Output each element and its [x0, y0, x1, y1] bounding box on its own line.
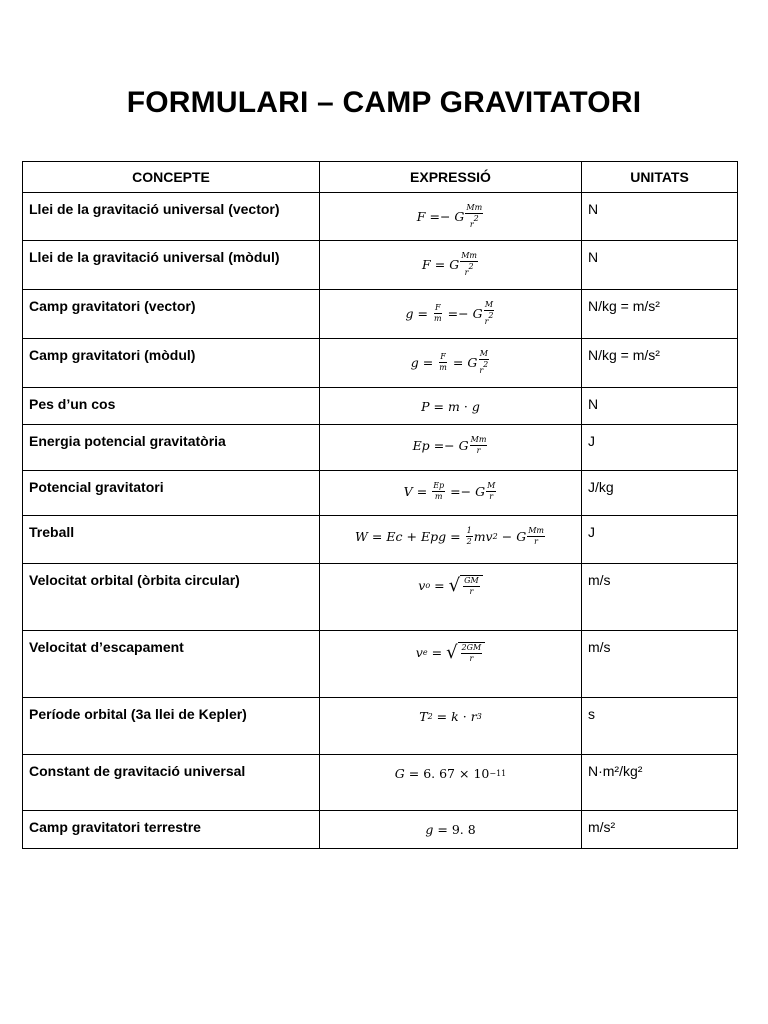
expression-cell	[320, 290, 582, 339]
concept-cell: Llei de la gravitació universal (vector)	[23, 193, 320, 241]
concept-cell: Pes d’un cos	[23, 388, 320, 425]
formula-earth-field: g = 9. 8	[425, 822, 476, 837]
formula-gravitation-module: F = G $\frac{Mm}{r2}$	[422, 251, 477, 277]
formula-potential-energy: Ep =− G $\frac{Mm}{r}$	[412, 435, 487, 455]
formula-field-module: g = $\frac{F}{m}$ = G $\frac{M}{r2}$	[410, 349, 489, 375]
concept-cell: Llei de la gravitació universal (mòdul)	[23, 241, 320, 290]
table-row	[23, 811, 738, 849]
unit-cell: m/s	[582, 631, 738, 698]
formula-constant-g: G = 6. 67 × 10 −11	[394, 766, 507, 781]
table-row	[23, 755, 738, 811]
concept-cell: Potencial gravitatori	[23, 471, 320, 516]
expression-cell	[320, 339, 582, 388]
header-concepte: CONCEPTE	[23, 162, 320, 193]
concept-cell: Camp gravitatori terrestre	[23, 811, 320, 849]
page-title: FORMULARI – CAMP GRAVITATORI	[126, 86, 642, 119]
unit-cell: m/s	[582, 564, 738, 631]
table-row	[23, 564, 738, 631]
table-row	[23, 698, 738, 755]
expression-cell	[320, 193, 582, 241]
unit-cell: J	[582, 516, 738, 564]
header-expressio: EXPRESSIÓ	[320, 162, 582, 193]
concept-cell: Camp gravitatori (mòdul)	[23, 339, 320, 388]
concept-cell: Camp gravitatori (vector)	[23, 290, 320, 339]
table-header-row	[23, 162, 738, 193]
header-unitats: UNITATS	[582, 162, 738, 193]
table-row	[23, 631, 738, 698]
unit-cell: N·m²/kg²	[582, 755, 738, 811]
formula-potential: V = $\frac{Ep}{m}$ =− G $\frac{M}{r}$	[403, 481, 496, 501]
formula-weight: P = m · g	[421, 399, 480, 414]
table-row	[23, 339, 738, 388]
concept-cell: Treball	[23, 516, 320, 564]
table-row	[23, 193, 738, 241]
formula-escape-velocity: v e = √ $\frac{2GM}{r}$	[416, 642, 485, 663]
concept-cell: Energia potencial gravitatòria	[23, 425, 320, 471]
unit-cell: J/kg	[582, 471, 738, 516]
unit-cell: N/kg = m/s²	[582, 339, 738, 388]
expression-cell	[320, 698, 582, 755]
expression-cell	[320, 631, 582, 698]
unit-cell: m/s²	[582, 811, 738, 849]
unit-cell: N	[582, 241, 738, 290]
concept-cell: Constant de gravitació universal	[23, 755, 320, 811]
concept-cell: Període orbital (3a llei de Kepler)	[23, 698, 320, 755]
table-row	[23, 471, 738, 516]
expression-cell	[320, 811, 582, 849]
expression-cell	[320, 388, 582, 425]
expression-cell	[320, 564, 582, 631]
formula-gravitation-vector: F =− G $\frac{Mm}{r2}$	[416, 203, 483, 229]
expression-cell	[320, 755, 582, 811]
table-row	[23, 388, 738, 425]
expression-cell	[320, 241, 582, 290]
table-row	[23, 425, 738, 471]
expression-cell	[320, 425, 582, 471]
formula-kepler: T 2 = k · r 3	[419, 709, 482, 724]
table-row	[23, 290, 738, 339]
formula-field-vector: g = $\frac{F}{m}$ =− G $\frac{M}{r2}$	[405, 300, 494, 326]
expression-cell	[320, 471, 582, 516]
table-row	[23, 241, 738, 290]
unit-cell: N	[582, 193, 738, 241]
unit-cell: s	[582, 698, 738, 755]
formula-work: W = Ec + Epg = $\frac{1}{2}$ mv 2 − G $\frac{Mm}{r}$	[355, 526, 544, 546]
concept-cell: Velocitat d’escapament	[23, 631, 320, 698]
unit-cell: N/kg = m/s²	[582, 290, 738, 339]
unit-cell: J	[582, 425, 738, 471]
unit-cell: N	[582, 388, 738, 425]
formula-table	[22, 161, 738, 849]
concept-cell: Velocitat orbital (òrbita circular)	[23, 564, 320, 631]
formula-orbital-velocity: v o = √ $\frac{GM}{r}$	[418, 575, 482, 596]
table-row	[23, 516, 738, 564]
expression-cell	[320, 516, 582, 564]
